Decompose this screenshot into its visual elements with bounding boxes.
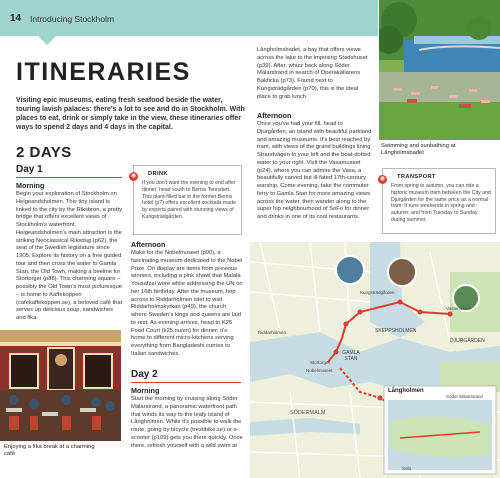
fika-caption: Enjoying a fika break at a charming café [4,444,95,458]
day2-morning-text: Start the morning by cruising along Söder Mälarstrand, a panoramic waterfront path that winds its way to the leafy island of Långholmen. While it's possible to walk the route, going by bicycle (trestibike.se) or e-scooter (p109) gets you there quickly. Once there, refresh yourself with a wild swim at [131,396,243,449]
day1-morning-heading: Morning [16,181,45,190]
cafe-photo [0,330,121,441]
day1-rule [16,177,122,178]
map-label-gamla-stan: GAMLA STAN [342,350,360,362]
transport-text: From spring to autumn, you can ride a historic museum tram between the City and Djurgården for the same price as a normal tram. It runs weekends in spring and autumn, and from Tuesday to Sunday during summer. [391,183,491,223]
day2-afternoon-heading: Afternoon [257,111,292,120]
map-label-vasamuseet: Vasamuseet [446,306,471,311]
day2-heading: Day 2 [131,369,158,380]
map-label-skeppsholmen: SKEPPSHOLMEN [375,328,417,334]
swimming-photo [379,0,500,140]
transport-box [379,168,496,234]
map-inset-title: Långholmen [388,388,424,394]
day1-heading: Day 1 [16,164,43,175]
map-label-riddarholmen: Riddarholmen [258,330,287,335]
map-label-soder-malarstrand: Söder Mälarstrand [446,394,484,399]
map-label-sofo: Sofo [402,466,412,471]
day1-afternoon-text: Make for the Nobelmuseet (p90), a fascinating museum dedicated to the Nobel Prize. On display are items from previous winners, including a pink shawl that Malala Yousafzai wore while addressing the UN on her 16th birthday. After the museum, hop across to Riddarholmen islet to visit Riddarholmskyrkan (p49), the church where Sweden's kings and queens are laid to rest. As evening arrives, head to K25 Food Court (k25.nu/en) for dinner; it's home to different micro-kitchens serving everything from Bangladeshi curries to Italian sandwiches. [131,250,243,357]
transport-title: TRANSPORT [397,174,436,180]
swimming-caption: Swimming and sunbathing at Långholmsbadet [381,143,456,157]
header-notch [38,36,56,45]
map-label-nobelmuseet: Nobelmuseet [306,368,333,373]
page-title: ITINERARIES [16,58,191,86]
map-label-sodermalm: SÖDERMALM [290,410,326,416]
day2-continued-text: Långholmsbadet, a bay that offers views across the lake to the imposing Stadshuset (p39). After, whizz back along Söder Mälarstrand in search of Operakällarens Bakficka (p73). Found next to Kungsträdgården (p70), this is the ideal place to grab lunch. [257,47,368,100]
drink-box [130,165,242,235]
intro-text: Visiting epic museums, eating fresh seafood beside the water, touring lavish palaces: there's a lot to see and do in Stockholm. With places to eat, drink or simply take in the view, these itineraries offer ways to spend 2 days and 4 days in the capital. [16,97,245,132]
map-label-djurgarden: DJURGÅRDEN [450,338,485,344]
drink-title: DRINK [148,171,168,177]
drink-text: If you don't want the evening to end after dinner, head south to Bemis Tennstert. This plant-filled bar in the former Bemis hotel (p?) offers excellent cocktails made by experts paired with stunning views of Kungsträdgården. [142,180,236,220]
itinerary-map [250,242,500,478]
two-days-heading: 2 DAYS [16,144,72,161]
day2-morning-heading: Morning [131,386,160,395]
page-number: 14 [10,13,22,24]
day1-morning-text: Begin your exploration of Stockholm on Helgeandsholmen. This tiny island is linked to the city by the Riksbron, a pretty bridge that offers excellent views of Stockholm's waterfront. Helgeandsholmen's main attraction is the striking Neoclassical Riksdag (p62), the seat of the Swedish legislature since 1905. Explore its history on a free guided tour and then cross the water to Gamla Stan, the Old Town, making a beeline for Stortorget (p88). This charming square – possibly the Old Town's most picturesque – is home to Kaffekoppen (cafekaffekoppen.se), a beloved café that serves up delicious soup, sandwiches and fika. [16,191,123,322]
map-label-kungstradgarden: Kungsträdgården [360,290,395,295]
glass-icon: ◉ [130,173,137,179]
map-label-stortorget: Stortorget [310,360,330,365]
section-label: Introducing Stockholm [30,14,115,24]
day2-afternoon-text: Once you've had your fill, head to Djurgården, an island with beautiful parkland and amazing museums. It's best reached by tram, with views of the grand buildings lining Strandvägen to your left and the boat-dotted water to your right. Visit the Vasamuseet (p24), where you can admire the Vasa, a beautifully carved but ill-fated 17th-century warship. Come evening, take the commuter ferry to Gamla Stan for more amazing views across the water, then wander along to the super hip neighbourhood of SoFo for dinner and drinks in one of its cool restaurants. [257,121,372,221]
day1-afternoon-heading: Afternoon [131,240,166,249]
tram-icon: ◉ [379,176,386,182]
day2-rule [131,382,241,383]
